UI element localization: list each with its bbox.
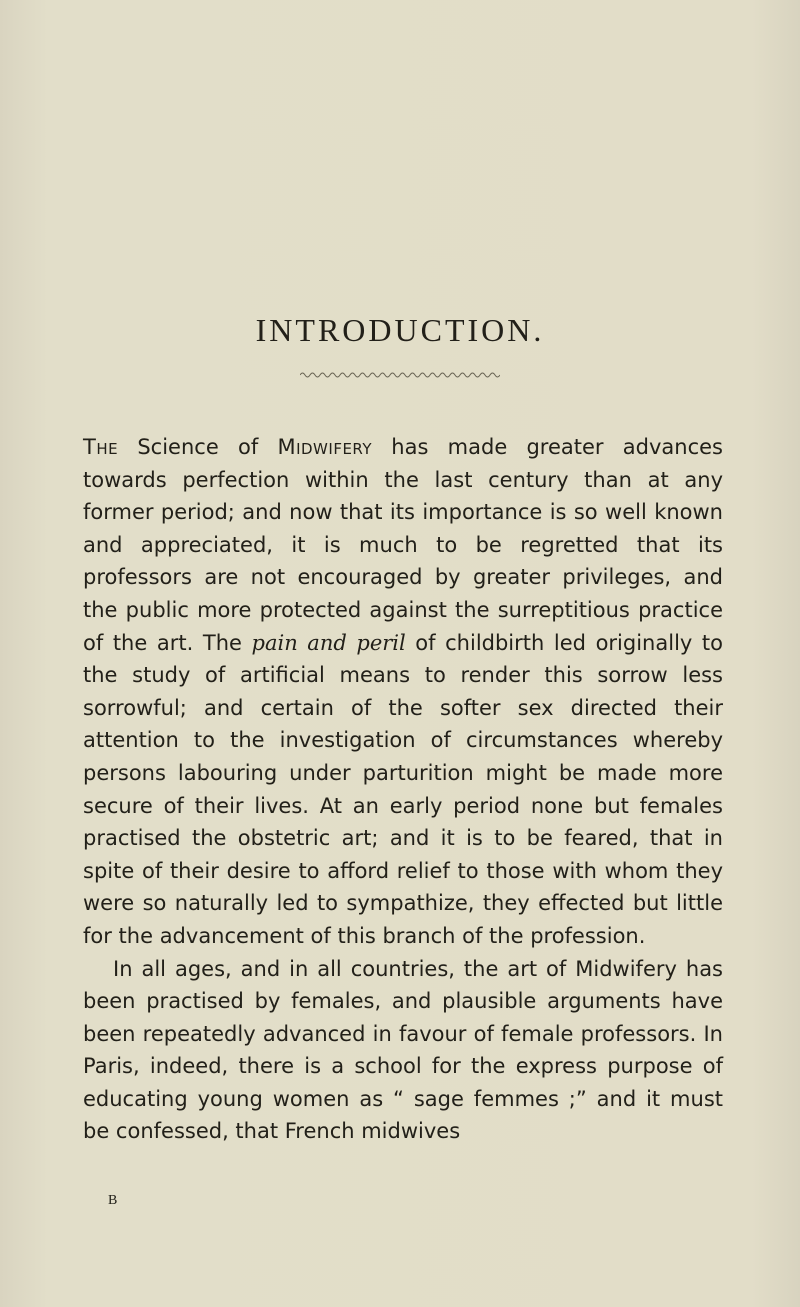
text-segment: has made greater advances towards perfection within the last century than at any former period; and now that its importance is so well known and appreciated, it is much to be regretted that its professors are not encouraged by greater privileges, and the public more protected against the surreptitious practice of the art. The [83, 435, 723, 655]
paragraph-1 [83, 431, 723, 953]
signature-mark: B [108, 1193, 118, 1208]
small-caps-the: The [83, 435, 119, 459]
small-caps-midwifery: Midwifery [277, 435, 373, 459]
italic-phrase: pain and peril [251, 630, 406, 655]
body-text [83, 431, 723, 1148]
paragraph-2: In all ages, and in all countries, the art of Midwifery has been practised by females, and plausible arguments have been repeatedly advanced in favour of female professors. In Paris, indeed, there is a school for the express purpose of educating young women as “ sage femmes ;” and it must be confessed, that French midwives [83, 956, 723, 1144]
wavy-ornament [300, 371, 500, 379]
page-title: INTRODUCTION. [255, 312, 545, 348]
text-segment: Science of [118, 435, 278, 459]
text-segment: of childbirth led originally to the study of artificial means to render this sorrow less sorrowful; and certain of the softer sex directed their attention to the investigation of circumstances whereby persons labouring under parturition might be made more secure of their lives. At an early period none but females practised the obstetric art; and it is to be feared, that in spite of their desire to afford relief to those with whom they were so naturally led to sympathize, they effected but little for the advancement of this branch of the profession. [83, 630, 723, 948]
